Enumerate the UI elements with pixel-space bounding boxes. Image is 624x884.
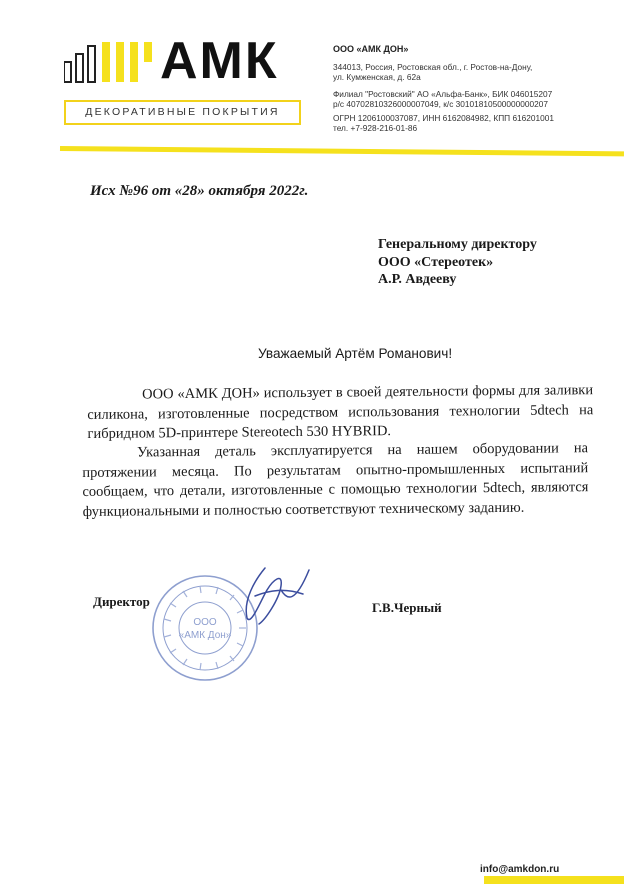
registration-line: ОГРН 1206100037087, ИНН 6162084982, КПП 616201001 — [333, 113, 554, 123]
body-paragraph-1-text: ООО «АМК ДОН» использует в своей деятельности формы для заливки силикона, изготовленные посредством использования технологии 5dtech на гибридном 5D-принтере Stereotech 530 HYBRID. — [87, 382, 594, 442]
salutation: Уважаемый Артём Романович! — [258, 346, 453, 361]
footer-accent-bar — [484, 876, 624, 884]
bank-line-1: Филиал "Ростовский" АО «Альфа-Банк», БИК 046015207 — [333, 89, 553, 99]
handwritten-signature — [225, 560, 315, 630]
company-name: ООО «АМК ДОН» — [333, 44, 409, 54]
outgoing-number: Исх №96 от «28» октября 2022г. — [90, 183, 309, 199]
addressee-line-3: А.Р. Авдееву — [378, 272, 457, 287]
footer-email: info@amkdon.ru — [480, 864, 560, 875]
addressee-line-2: ООО «Стереотек» — [378, 255, 494, 270]
addressee-line-1: Генеральному директору — [378, 237, 537, 252]
bank-line-2: р/с 40702810326000007049, к/с 30101810500000000207 — [333, 99, 548, 109]
stamp-text-main: «АМК Дон» — [178, 630, 232, 641]
phone-line: тел. +7-928-216-01-86 — [333, 123, 418, 133]
body-paragraph-2 — [82, 439, 589, 522]
body-paragraph-2-text: Указанная деталь эксплуатируется на нашем оборудовании на протяжении месяца. По результатам опытно-промышленных испытаний сообщаем, что детали, изготовленные с помощью технологии 5dtech, являются функциональными и полностью соответствуют техническому заданию. — [82, 440, 589, 520]
stamp-text-top: ООО — [193, 617, 217, 628]
address-line-1: 344013, Россия, Ростовская обл., г. Ростов-на-Дону, — [333, 62, 533, 72]
logo-bars-icon — [64, 40, 154, 84]
brand-tagline: ДЕКОРАТИВНЫЕ ПОКРЫТИЯ — [85, 106, 280, 118]
signatory-role: Директор — [93, 594, 150, 609]
body-paragraph-1 — [87, 381, 594, 444]
signatory-name: Г.В.Черный — [372, 600, 442, 615]
header-divider — [60, 146, 624, 156]
brand-logo: АМК — [160, 32, 279, 90]
address-line-2: ул. Кумженская, д. 62а — [333, 72, 421, 82]
